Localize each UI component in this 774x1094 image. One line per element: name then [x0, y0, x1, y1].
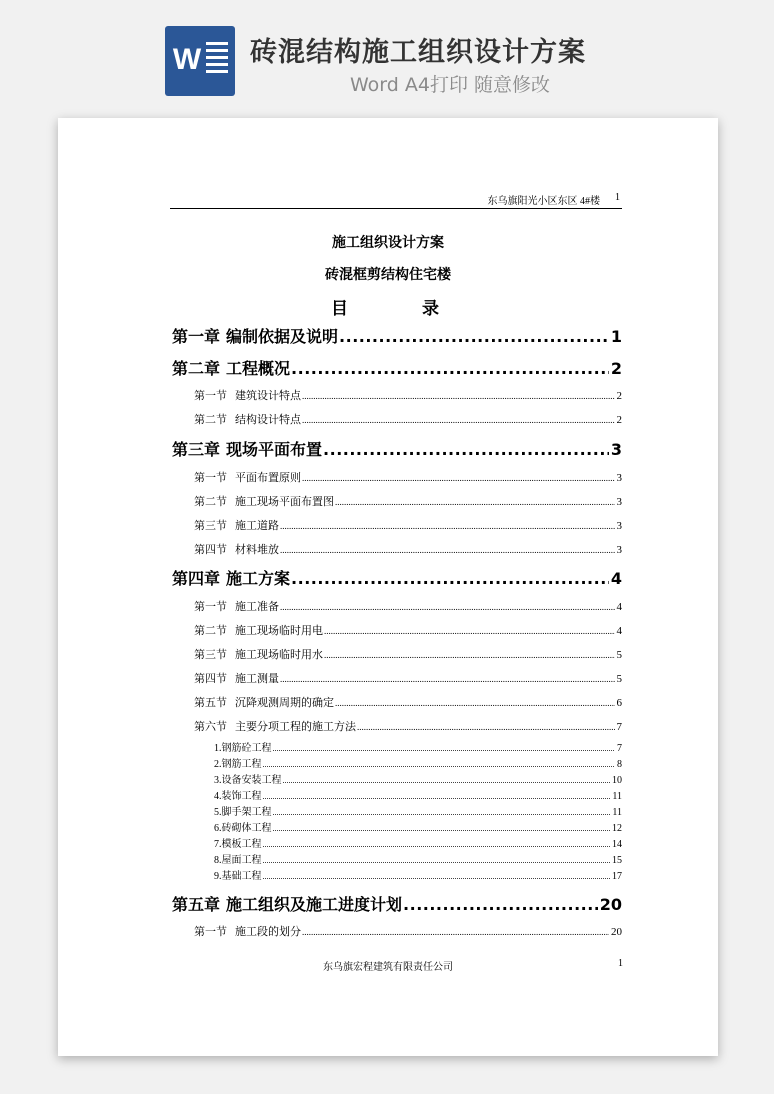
toc-entry-title: 施工方案 — [226, 569, 291, 588]
toc-entry[interactable] — [214, 806, 622, 820]
document-page — [58, 118, 718, 1056]
toc-leader-dots — [263, 870, 611, 884]
toc-entry-title: 材料堆放 — [235, 544, 279, 556]
toc-leader-dots — [280, 542, 615, 558]
toc-leader-dots — [263, 838, 611, 852]
toc-entry-label: 2. — [214, 759, 222, 770]
toc-entry-page: 3 — [610, 440, 622, 459]
word-logo-lines — [206, 42, 228, 77]
toc-entry-label: 第四节 — [194, 544, 227, 556]
toc-entry-label: 第三节 — [194, 520, 227, 532]
toc-entry-page: 7 — [616, 721, 622, 733]
toc-entry-page: 2 — [610, 359, 622, 378]
toc-entry[interactable] — [172, 326, 622, 348]
toc-entry-label: 第六节 — [194, 721, 227, 733]
toc-entry-page: 5 — [616, 673, 622, 685]
toc-entry-title: 施工测量 — [235, 673, 279, 685]
banner-subtitle: Word A4打印 随意修改 — [349, 74, 550, 96]
toc-entry[interactable] — [194, 494, 622, 510]
toc-entry-page: 2 — [616, 390, 622, 402]
toc-entry-label: 3. — [214, 775, 222, 786]
toc-entry-page: 11 — [612, 791, 622, 802]
toc-entry-label: 第一节 — [194, 601, 227, 613]
toc-entry-label: 第四章 — [172, 569, 221, 588]
toc-entry-title: 工程概况 — [226, 359, 291, 378]
document-subtitle: 砖混框剪结构住宅楼 — [325, 267, 451, 283]
toc-leader-dots — [263, 758, 616, 772]
toc-entry-title: 基础工程 — [221, 871, 262, 882]
toc-leader-dots — [302, 470, 615, 486]
toc-entry[interactable] — [172, 358, 622, 380]
toc-entry-label: 第五章 — [172, 895, 221, 914]
toc-entry-page: 3 — [616, 472, 622, 484]
document-title: 施工组织设计方案 — [332, 235, 444, 251]
toc-leader-dots — [280, 671, 615, 687]
toc-leader-dots — [291, 568, 609, 590]
toc-entry-page: 4 — [616, 601, 622, 613]
toc-heading-part-b: 录 — [422, 299, 445, 319]
toc-entry[interactable] — [214, 838, 622, 852]
toc-entry-title: 施工道路 — [235, 520, 279, 532]
toc-entry-label: 第三章 — [172, 440, 221, 459]
toc-entry-label: 第一节 — [194, 472, 227, 484]
toc-entry-page: 17 — [612, 871, 622, 882]
toc-entry-label: 6. — [214, 823, 222, 834]
toc-entry[interactable] — [214, 758, 622, 772]
word-icon — [165, 26, 235, 96]
toc-entry-page: 1 — [610, 327, 622, 346]
toc-entry[interactable] — [214, 790, 622, 804]
toc-entry-title: 平面布置原则 — [235, 472, 301, 484]
toc-entry-title: 模板工程 — [221, 839, 262, 850]
toc-leader-dots — [324, 623, 615, 639]
toc-entry-label: 第二节 — [194, 625, 227, 637]
toc-leader-dots — [280, 518, 615, 534]
footer-company: 东乌旗宏程建筑有限责任公司 — [323, 962, 453, 973]
toc-entry[interactable] — [214, 774, 622, 788]
toc-entry-label: 第二节 — [194, 496, 227, 508]
toc-entry[interactable] — [194, 719, 622, 735]
toc-entry-title: 施工现场临时用电 — [235, 625, 323, 637]
toc-entry-title: 结构设计特点 — [235, 414, 301, 426]
toc-entry-title: 施工现场平面布置图 — [235, 496, 334, 508]
toc-entry-title: 沉降观测周期的确定 — [235, 697, 334, 709]
toc-entry[interactable] — [214, 822, 622, 836]
toc-leader-dots — [280, 599, 615, 615]
toc-entry-page: 14 — [612, 839, 622, 850]
toc-leader-dots — [263, 854, 611, 868]
toc-entry-label: 第一章 — [172, 327, 221, 346]
toc-entry-label: 第三节 — [194, 649, 227, 661]
toc-entry-page: 15 — [612, 855, 622, 866]
toc-entry-label: 1. — [214, 743, 222, 754]
toc-entry-page: 3 — [616, 520, 622, 532]
toc-entry-label: 第二章 — [172, 359, 221, 378]
toc-entry-page: 6 — [616, 697, 622, 709]
toc-entry-page: 8 — [617, 759, 622, 770]
toc-leader-dots — [302, 388, 615, 404]
toc-entry-title: 施工组织及施工进度计划 — [226, 895, 403, 914]
toc-entry-page: 20 — [611, 926, 622, 938]
toc-entry-label: 5. — [214, 807, 222, 818]
toc-entry-title: 装饰工程 — [221, 791, 262, 802]
toc-leader-dots — [302, 924, 609, 940]
toc-leader-dots — [273, 822, 611, 836]
toc-entry-title: 钢筋砼工程 — [221, 743, 272, 754]
toc-leader-dots — [283, 774, 611, 788]
toc-entry[interactable] — [194, 647, 622, 663]
toc-entry[interactable] — [194, 623, 622, 639]
toc-entry[interactable] — [194, 518, 622, 534]
toc-leader-dots — [323, 439, 609, 461]
toc-entry[interactable] — [194, 542, 622, 558]
toc-leader-dots — [324, 647, 615, 663]
toc-entry-page: 4 — [610, 569, 622, 588]
toc-entry[interactable] — [194, 388, 622, 404]
toc-entry[interactable] — [194, 924, 622, 940]
toc-leader-dots — [263, 790, 611, 804]
toc-entry[interactable] — [172, 568, 622, 590]
toc-entry-page: 12 — [612, 823, 622, 834]
toc-entry-title: 屋面工程 — [221, 855, 262, 866]
toc-entry-title: 主要分项工程的施工方法 — [235, 721, 356, 733]
toc-leader-dots — [273, 742, 616, 756]
toc-entry-label: 8. — [214, 855, 222, 866]
toc-entry[interactable] — [194, 412, 622, 428]
toc-entry-label: 第四节 — [194, 673, 227, 685]
toc-entry-page: 11 — [612, 807, 622, 818]
toc-entry-title: 现场平面布置 — [226, 440, 323, 459]
toc-entry-page: 3 — [616, 544, 622, 556]
toc-entry-title: 钢筋工程 — [221, 759, 262, 770]
toc-entry-page: 4 — [616, 625, 622, 637]
toc-entry[interactable] — [194, 671, 622, 687]
toc-entry-label: 7. — [214, 839, 222, 850]
toc-entry[interactable] — [214, 870, 622, 884]
toc-entry-title: 编制依据及说明 — [226, 327, 339, 346]
toc-leader-dots — [291, 358, 609, 380]
toc-leader-dots — [335, 695, 615, 711]
toc-entry-title: 设备安装工程 — [221, 775, 282, 786]
toc-leader-dots — [357, 719, 615, 735]
toc-entry-page: 10 — [612, 775, 622, 786]
toc-entry[interactable] — [194, 470, 622, 486]
banner-title: 砖混结构施工组织设计方案 — [250, 37, 586, 68]
toc-entry[interactable] — [172, 439, 622, 461]
table-of-contents — [58, 118, 718, 1056]
toc-entry-label: 9. — [214, 871, 222, 882]
toc-entry-title: 施工现场临时用水 — [235, 649, 323, 661]
toc-entry-title: 建筑设计特点 — [235, 390, 301, 402]
header-page-number: 1 — [615, 192, 620, 203]
toc-entry-title: 砖砌体工程 — [221, 823, 272, 834]
toc-entry-label: 第一节 — [194, 390, 227, 402]
toc-entry-label: 第五节 — [194, 697, 227, 709]
toc-entry[interactable] — [172, 894, 622, 916]
toc-leader-dots — [302, 412, 615, 428]
toc-entry[interactable] — [194, 599, 622, 615]
toc-entry[interactable] — [214, 854, 622, 868]
toc-leader-dots — [335, 494, 615, 510]
toc-entry[interactable] — [214, 742, 622, 756]
word-logo-letter: W — [172, 43, 202, 76]
toc-entry[interactable] — [194, 695, 622, 711]
toc-entry-title: 施工准备 — [235, 601, 279, 613]
toc-entry-page: 7 — [617, 743, 622, 754]
footer-page-number: 1 — [618, 958, 623, 969]
toc-leader-dots — [403, 894, 598, 916]
toc-leader-dots — [339, 326, 609, 348]
toc-entry-title: 施工段的划分 — [235, 926, 301, 938]
toc-leader-dots — [273, 806, 611, 820]
toc-entry-label: 4. — [214, 791, 222, 802]
toc-entry-title: 脚手架工程 — [221, 807, 272, 818]
header-text: 东乌旗阳光小区东区 4#楼 — [487, 196, 600, 207]
toc-entry-page: 5 — [616, 649, 622, 661]
toc-entry-page: 20 — [599, 895, 622, 914]
toc-heading-part-a: 目 — [331, 299, 354, 319]
toc-entry-label: 第一节 — [194, 926, 227, 938]
toc-entry-page: 2 — [616, 414, 622, 426]
toc-entry-page: 3 — [616, 496, 622, 508]
banner — [0, 0, 774, 110]
toc-entry-label: 第二节 — [194, 414, 227, 426]
